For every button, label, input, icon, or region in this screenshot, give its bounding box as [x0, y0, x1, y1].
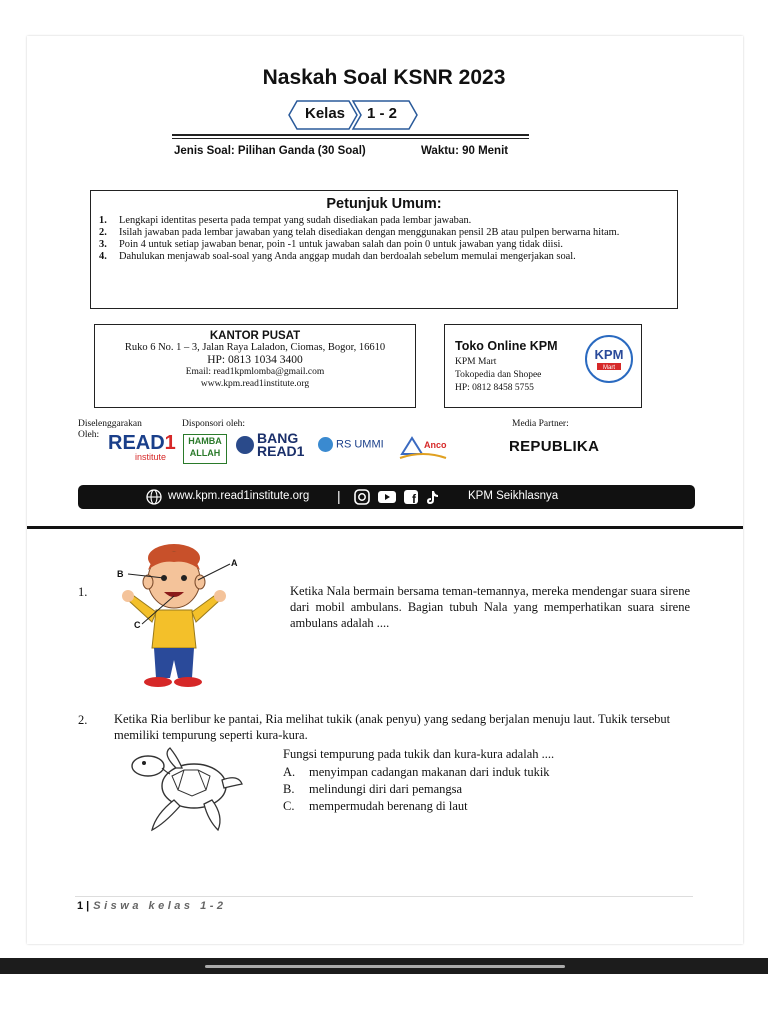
page-title: Naskah Soal KSNR 2023 — [262, 66, 506, 89]
question-1-text: Ketika Nala bermain bersama teman-temannya, mereka mendengar suara sirene dari mobil ambulans. Bagian tubuh Nala yang memperhatikan suara sirene ambulans adalah .... — [290, 584, 690, 630]
boy-illustration — [112, 538, 242, 693]
petunjuk-item: 3. Poin 4 untuk setiap jawaban benar, poin -1 untuk jawaban salah dan poin 0 untuk jawaban yang tidak diisi. — [99, 239, 563, 250]
kelas-value: 1 - 2 — [367, 105, 398, 122]
label-c: C — [134, 620, 141, 630]
facebook-icon — [404, 490, 418, 505]
disponsori-label: Disponsori oleh: — [182, 419, 246, 429]
kpm-mart-logo — [583, 333, 635, 385]
rs-ummi-logo: RS UMMI — [318, 437, 384, 452]
turtle-illustration — [122, 744, 247, 834]
petunjuk-item: 4. Dahulukan menjawab soal-soal yang Anda anggap mudah dan berdoalah sebelum memulai mengerjakan soal. — [99, 251, 576, 262]
website-link[interactable]: www.kpm.read1institute.org — [168, 490, 310, 502]
question-1-number: 1. — [78, 585, 88, 599]
kantor-hp: HP: 0813 1034 3400 — [207, 354, 303, 366]
petunjuk-box — [90, 190, 678, 309]
toko-title: Toko Online KPM — [455, 339, 558, 353]
jenis-soal: Jenis Soal: Pilihan Ganda (30 Soal) — [174, 145, 366, 157]
page-footer — [77, 900, 227, 912]
social-icons — [354, 489, 462, 508]
media-partner-label: Media Partner: — [512, 419, 569, 429]
hamba-allah-logo: HAMBA ALLAH — [183, 434, 227, 464]
social-handle: KPM Seikhlasnya — [468, 490, 559, 502]
globe-icon — [146, 489, 162, 505]
kantor-address: Ruko 6 No. 1 – 3, Jalan Raya Laladon, Ciomas, Bogor, 16610 — [124, 342, 386, 353]
kantor-web: www.kpm.read1institute.org — [200, 379, 310, 389]
instagram-icon — [355, 490, 369, 504]
question-2-stem: Fungsi tempurung pada tukik dan kura-kura adalah .... — [283, 747, 555, 761]
diselenggarakan-label: Diselenggarakan Oleh: — [78, 419, 142, 440]
petunjuk-title: Petunjuk Umum: — [326, 196, 442, 212]
waktu: Waktu: 90 Menit — [421, 145, 509, 157]
option-b[interactable]: B. melindungi diri dari pemangsa — [283, 782, 463, 796]
toko-online-box — [444, 324, 642, 408]
question-2-number: 2. — [78, 713, 88, 727]
republika-logo: REPUBLIKA — [509, 438, 600, 455]
tiktok-icon — [427, 491, 438, 504]
home-indicator[interactable] — [205, 965, 565, 968]
page-number: 1 | — [77, 900, 90, 912]
svg-text:Anco: Anco — [424, 440, 447, 450]
bang-read1-logo: BANG READ1 — [236, 432, 304, 458]
option-c[interactable]: C. mempermudah berenang di laut — [283, 799, 468, 813]
option-a[interactable]: A. menyimpan cadangan makanan dari induk tukik — [283, 765, 550, 779]
toko-line: KPM Mart — [455, 357, 497, 367]
toko-line: HP: 0812 8458 5755 — [455, 383, 534, 393]
header-rule-thin — [172, 138, 529, 139]
label-b: B — [117, 569, 124, 579]
svg-text:Mart: Mart — [603, 365, 615, 371]
kantor-title: KANTOR PUSAT — [209, 330, 301, 342]
svg-text:KPM: KPM — [594, 347, 624, 362]
read1-institute-logo: READ1 institute — [108, 432, 176, 462]
youtube-icon — [378, 491, 396, 503]
contact-bar — [78, 485, 695, 509]
kelas-label: Kelas — [305, 105, 346, 122]
question-2-text: Ketika Ria berlibur ke pantai, Ria melihat tukik (anak penyu) yang sedang berjalan menuju laut. Tukik tersebut memiliki tempurung seperti kura-kura. — [114, 712, 671, 742]
label-a: A — [231, 558, 238, 568]
separator: | — [337, 488, 341, 504]
footer-label: Siswa kelas 1-2 — [93, 900, 227, 912]
header-rule — [172, 134, 529, 136]
section-divider — [27, 526, 743, 529]
petunjuk-item: 2. Isilah jawaban pada lembar jawaban yang telah disediakan dengan menggunakan pensil 2B atau pulpen berwarna hitam. — [99, 227, 620, 238]
anco-logo — [398, 432, 448, 462]
kantor-email: Email: read1kpmlomba@gmail.com — [185, 367, 325, 377]
petunjuk-list — [97, 215, 667, 263]
svg-text:f: f — [412, 492, 416, 505]
footer-rule — [75, 896, 693, 897]
petunjuk-item: 1. Lengkapi identitas peserta pada tempat yang sudah disediakan pada lembar jawaban. — [99, 215, 472, 226]
toko-line: Tokopedia dan Shopee — [455, 370, 542, 380]
kantor-pusat-box — [94, 324, 416, 408]
kelas-badge — [287, 100, 419, 130]
